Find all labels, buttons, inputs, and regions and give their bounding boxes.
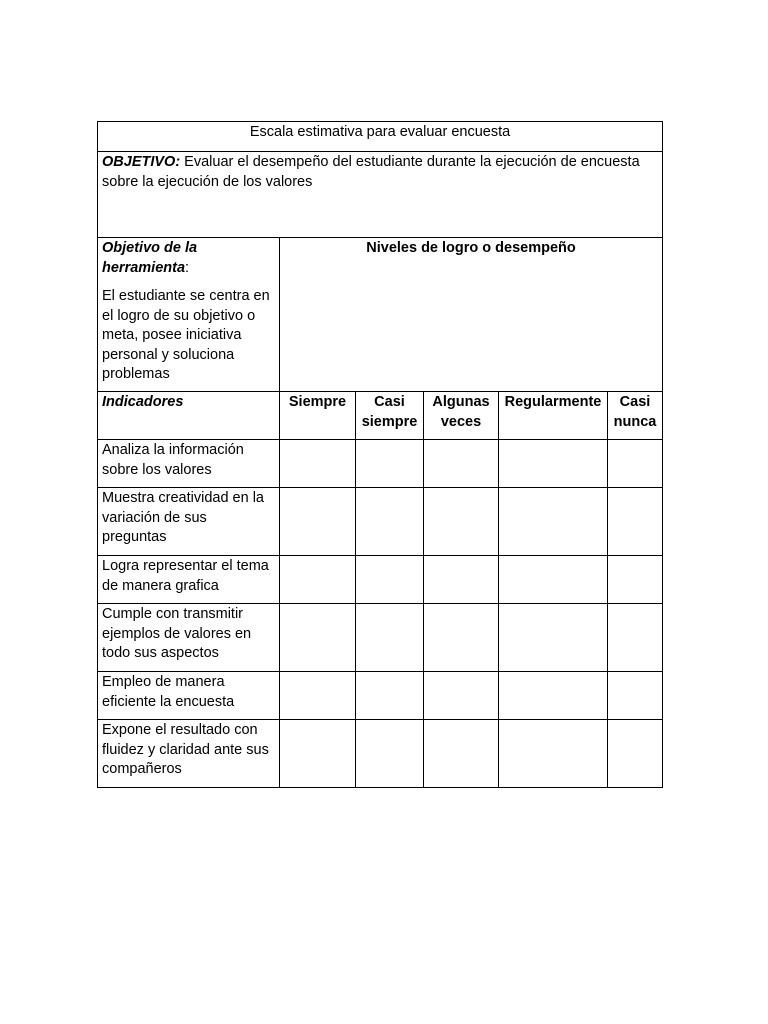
tool-objective-text: El estudiante se centra en el logro de su objetivo o meta, posee iniciativa personal y soluciona problemas [102, 288, 270, 382]
rating-cell [499, 440, 608, 488]
document-page [97, 121, 662, 788]
table-header-row [98, 392, 663, 440]
rating-cell [280, 672, 356, 720]
rating-cell [424, 440, 499, 488]
rating-cell [280, 556, 356, 604]
tool-objective-label-suffix: : [185, 259, 190, 276]
objective-label: OBJETIVO: [102, 154, 181, 170]
rating-cell [356, 440, 424, 488]
table-row [98, 672, 663, 720]
level-header-algunas-veces: Algunas veces [424, 392, 499, 440]
table-row [98, 440, 663, 488]
indicator-cell: Logra representar el tema de manera grafica [98, 556, 280, 604]
rating-cell [499, 488, 608, 556]
rating-cell [280, 720, 356, 788]
rating-cell [356, 556, 424, 604]
tool-objective-label: Objetivo de la herramienta [102, 240, 198, 276]
table-row [98, 604, 663, 672]
indicator-cell: Expone el resultado con fluidez y claridad ante sus compañeros [98, 720, 280, 788]
table-row [98, 488, 663, 556]
level-header-siempre: Siempre [280, 392, 356, 440]
level-header-casi-siempre: Casi siempre [356, 392, 424, 440]
indicator-cell: Cumple con transmitir ejemplos de valores en todo sus aspectos [98, 604, 280, 672]
levels-title: Niveles de logro o desempeño [280, 238, 663, 392]
rating-cell [424, 720, 499, 788]
table-row [98, 556, 663, 604]
rating-cell [608, 440, 663, 488]
rating-cell [608, 720, 663, 788]
rating-cell [499, 556, 608, 604]
rating-cell [356, 720, 424, 788]
objective-text: Evaluar el desempeño del estudiante durante la ejecución de encuesta sobre la ejecución de los valores [102, 154, 640, 190]
rating-cell [608, 488, 663, 556]
tool-objective-cell [98, 238, 280, 392]
rating-cell [608, 672, 663, 720]
rating-cell [356, 604, 424, 672]
table-row [98, 720, 663, 788]
indicators-header: Indicadores [98, 392, 280, 440]
indicator-cell: Analiza la información sobre los valores [98, 440, 280, 488]
level-header-regularmente: Regularmente [499, 392, 608, 440]
rating-cell [424, 672, 499, 720]
rating-cell [608, 604, 663, 672]
rating-cell [424, 556, 499, 604]
rating-cell [280, 440, 356, 488]
indicator-cell: Empleo de manera eficiente la encuesta [98, 672, 280, 720]
table-title: Escala estimativa para evaluar encuesta [98, 122, 663, 152]
rating-cell [280, 604, 356, 672]
rating-cell [356, 488, 424, 556]
rating-cell [499, 720, 608, 788]
rating-cell [356, 672, 424, 720]
level-header-casi-nunca: Casi nunca [608, 392, 663, 440]
rating-cell [424, 488, 499, 556]
rating-cell [499, 604, 608, 672]
rating-cell [424, 604, 499, 672]
objective-cell [98, 152, 663, 238]
rating-cell [608, 556, 663, 604]
rubric-table [97, 121, 663, 788]
rating-cell [280, 488, 356, 556]
indicator-cell: Muestra creatividad en la variación de sus preguntas [98, 488, 280, 556]
rating-cell [499, 672, 608, 720]
